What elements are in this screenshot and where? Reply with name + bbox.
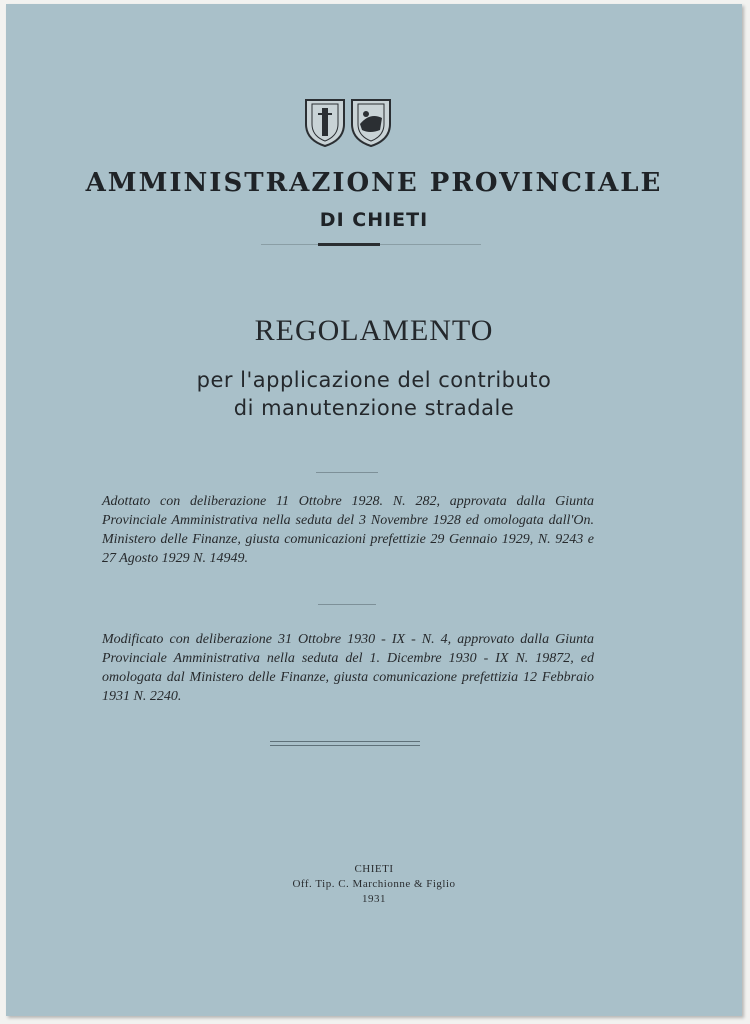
imprint xyxy=(6,862,742,907)
imprint-year: 1931 xyxy=(362,893,386,905)
imprint-printer: Off. Tip. C. Marchionne & Figlio xyxy=(292,878,456,890)
adoption-note: Adottato con deliberazione 11 Ottobre 1928. N. 282, approvata dalla Giunta Provinciale Amministrativa nella seduta del 3 Novembre 1928 ed omologata dall'On. Ministero delle Finanze, giusta comunicazioni prefettizie 29 Gennaio 1929, N. 9243 e 27 Agosto 1929 N. 14949. xyxy=(102,494,594,566)
imprint-city: CHIETI xyxy=(354,863,394,875)
subtitle-line-1: per l'applicazione del contributo xyxy=(196,368,552,392)
document-title: REGOLAMENTO xyxy=(254,314,494,347)
divider xyxy=(316,472,378,473)
divider xyxy=(318,604,376,605)
organization-title: AMMINISTRAZIONE PROVINCIALE xyxy=(85,168,663,198)
subtitle-line-2: di manutenzione stradale xyxy=(233,396,515,420)
document-cover xyxy=(6,4,742,1016)
document-subtitle xyxy=(6,366,742,422)
coat-of-arms-icon xyxy=(300,94,396,150)
divider-accent xyxy=(318,243,380,246)
modification-note: Modificato con deliberazione 31 Ottobre 1930 - IX - N. 4, approvato dalla Giunta Provinciale Amministrativa nella seduta del 1. Dicembre 1930 - IX N. 19872, ed omologata dal Ministero delle Finanze, giusta comunicazione prefettizia 12 Febbraio 1931 N. 2240. xyxy=(102,632,594,704)
double-divider xyxy=(270,741,420,746)
organization-location: DI CHIETI xyxy=(319,209,429,231)
